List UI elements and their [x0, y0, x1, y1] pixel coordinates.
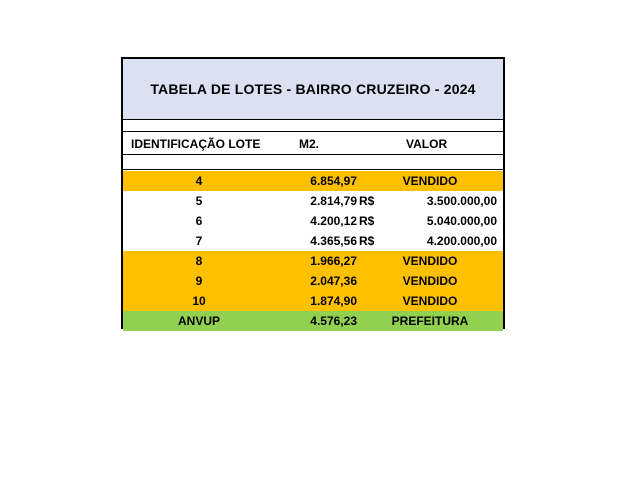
lot-area: 4.576,23: [310, 314, 357, 328]
spacer-row: [123, 156, 503, 170]
table-title: TABELA DE LOTES - BAIRRO CRUZEIRO - 2024: [123, 59, 503, 120]
lot-area: 4.365,56: [310, 234, 357, 248]
lot-id: 6: [195, 214, 203, 228]
lot-status: PREFEITURA: [391, 314, 469, 328]
spacer-row: [123, 120, 503, 132]
table-row: [123, 191, 503, 211]
header-row: [123, 133, 503, 155]
lot-id: 7: [195, 234, 203, 248]
table-row: [123, 291, 503, 311]
table-row: [123, 211, 503, 231]
lot-id: 4: [195, 174, 203, 188]
header-m2: M2.: [299, 136, 320, 151]
lot-value: 4.200.000,00: [426, 234, 497, 248]
table-row: [123, 231, 503, 251]
table-row: [123, 271, 503, 291]
header-identificacao-lote: IDENTIFICAÇÃO LOTE: [131, 136, 261, 151]
table-row: [123, 251, 503, 271]
lot-area: 2.047,36: [310, 274, 357, 288]
lot-value: 5.040.000,00: [426, 214, 497, 228]
lot-area: 6.854,97: [310, 174, 357, 188]
lot-id: 5: [195, 194, 203, 208]
currency-symbol: R$: [359, 234, 375, 248]
lot-id: 9: [195, 274, 203, 288]
currency-symbol: R$: [359, 194, 375, 208]
lot-id: 8: [195, 254, 203, 268]
table-row: [123, 311, 503, 331]
lot-area: 4.200,12: [310, 214, 357, 228]
header-valor: VALOR: [406, 136, 448, 151]
table-row: [123, 171, 503, 191]
currency-symbol: R$: [359, 214, 375, 228]
lot-status: VENDIDO: [402, 274, 458, 288]
lot-area: 1.966,27: [310, 254, 357, 268]
lot-value: 3.500.000,00: [426, 194, 497, 208]
lot-id: ANVUP: [177, 314, 220, 328]
lot-status: VENDIDO: [402, 254, 458, 268]
lot-area: 1.874,90: [310, 294, 357, 308]
lot-status: VENDIDO: [402, 294, 458, 308]
lot-id: 10: [192, 294, 206, 308]
lot-area: 2.814,79: [310, 194, 357, 208]
lots-table: [121, 57, 505, 329]
lot-status: VENDIDO: [402, 174, 458, 188]
